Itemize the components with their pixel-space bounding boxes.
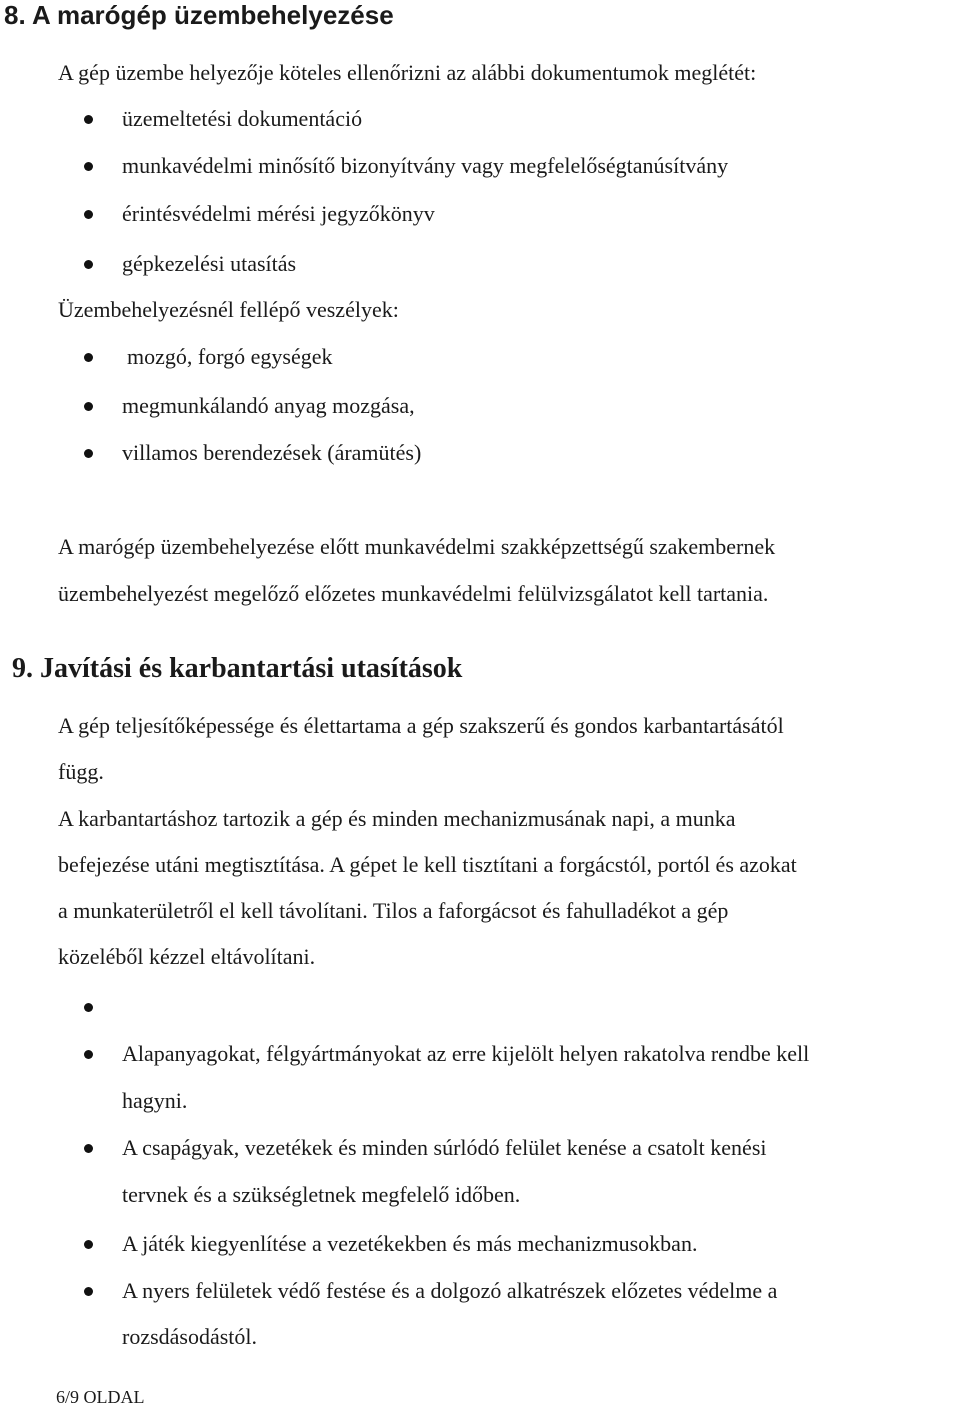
maintenance-paragraph-line: közeléből kézzel eltávolítani. bbox=[58, 944, 316, 969]
list-item bbox=[0, 430, 960, 476]
list-item-text: rozsdásodástól. bbox=[122, 1324, 258, 1349]
list-item bbox=[0, 96, 960, 142]
list-item-text: megmunkálandó anyag mozgása, bbox=[122, 393, 415, 418]
list-item-text: A játék kiegyenlítése a vezetékekben és más mechanizmusokban. bbox=[122, 1231, 698, 1256]
maintenance-paragraph-line: A gép teljesítőképessége és élettartama a gép szakszerű és gondos karbantartásától bbox=[58, 713, 784, 738]
list-item bbox=[0, 383, 960, 429]
list-item bbox=[0, 143, 960, 189]
documents-intro: A gép üzembe helyezője köteles ellenőrizni az alábbi dokumentumok meglétét: bbox=[58, 60, 757, 85]
bullet-icon bbox=[84, 402, 93, 411]
maintenance-paragraph-line: a munkaterületről el kell távolítani. Tilos a faforgácsot és fahulladékot a gép bbox=[58, 898, 729, 923]
list-item-text: villamos berendezések (áramütés) bbox=[122, 440, 422, 465]
page-footer bbox=[56, 1386, 145, 1408]
bullet-icon bbox=[84, 162, 93, 171]
maintenance-paragraph-line: függ. bbox=[58, 759, 104, 784]
list-item bbox=[0, 241, 960, 287]
hazards-intro: Üzembehelyezésnél fellépő veszélyek: bbox=[58, 297, 399, 322]
list-item-text: üzemeltetési dokumentáció bbox=[122, 106, 363, 131]
list-item-text: A nyers felületek védő festése és a dolgozó alkatrészek előzetes védelme a bbox=[122, 1278, 778, 1303]
list-item bbox=[0, 1031, 960, 1124]
list-item-text: munkavédelmi minősítő bizonyítvány vagy megfelelőségtanúsítvány bbox=[122, 153, 729, 178]
bullet-icon bbox=[84, 1003, 93, 1012]
inspection-paragraph-line: A marógép üzembehelyezése előtt munkavédelmi szakképzettségű szakembernek bbox=[58, 534, 776, 559]
list-item-text: A csapágyak, vezetékek és minden súrlódó felület kenése a csatolt kenési bbox=[122, 1135, 767, 1160]
list-item bbox=[0, 334, 960, 380]
list-item-text: gépkezelési utasítás bbox=[122, 251, 297, 276]
bullet-icon bbox=[84, 449, 93, 458]
list-item bbox=[0, 1125, 960, 1218]
page-number: 6/9 bbox=[56, 1387, 80, 1407]
maintenance-paragraph-line: A karbantartáshoz tartozik a gép és minden mechanizmusának napi, a munka bbox=[58, 806, 736, 831]
bullet-icon bbox=[84, 353, 93, 362]
list-item-text: érintésvédelmi mérési jegyzőkönyv bbox=[122, 201, 435, 226]
list-item-empty bbox=[0, 984, 960, 1030]
inspection-paragraph-line: üzembehelyezést megelőző előzetes munkavédelmi felülvizsgálatot kell tartania. bbox=[58, 581, 769, 606]
bullet-icon bbox=[84, 115, 93, 124]
bullet-icon bbox=[84, 260, 93, 269]
bullet-icon bbox=[84, 1050, 93, 1059]
list-item bbox=[0, 191, 960, 237]
section-9-heading: 9. Javítási és karbantartási utasítások bbox=[12, 653, 463, 684]
maintenance-paragraph-line: befejezése utáni megtisztítása. A gépet le kell tisztítani a forgácstól, portól és azokat bbox=[58, 852, 797, 877]
page-label: OLDAL bbox=[83, 1387, 145, 1407]
list-item-text: hagyni. bbox=[122, 1088, 188, 1113]
bullet-icon bbox=[84, 1287, 93, 1296]
bullet-icon bbox=[84, 210, 93, 219]
list-item-text: tervnek és a szükségletnek megfelelő időben. bbox=[122, 1182, 521, 1207]
list-item bbox=[0, 1221, 960, 1267]
bullet-icon bbox=[84, 1144, 93, 1153]
list-item bbox=[0, 1268, 960, 1361]
section-8-heading: 8. A marógép üzembehelyezése bbox=[4, 0, 394, 30]
bullet-icon bbox=[84, 1240, 93, 1249]
list-item-text: mozgó, forgó egységek bbox=[127, 344, 333, 369]
list-item-text: Alapanyagokat, félgyártmányokat az erre kijelölt helyen rakatolva rendbe kell bbox=[122, 1041, 810, 1066]
